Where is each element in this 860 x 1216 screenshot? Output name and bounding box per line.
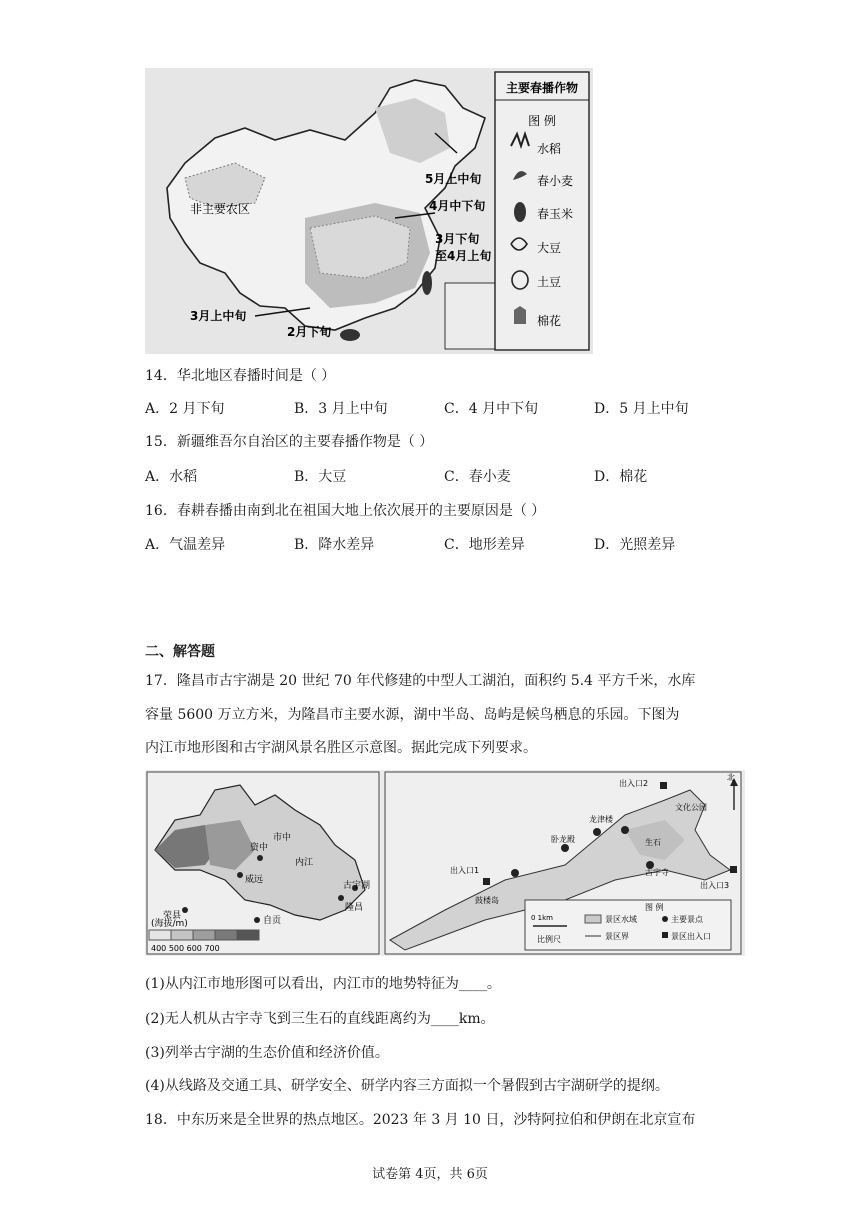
sansheng-stone: 生石	[645, 838, 661, 847]
legend-item-2: 春小麦	[537, 174, 574, 188]
spring-sowing-map	[145, 68, 593, 354]
scale-label: 比例尺	[537, 935, 561, 944]
legend-item-3: 春玉米	[537, 207, 574, 221]
legend-spot: 主要景点	[671, 915, 703, 924]
guyu-temple: 古宇寺	[645, 868, 669, 877]
q17-sub-4: (4)从线路及交通工具、研学安全、研学内容三方面拟一个暑假到古宇湖研学的提纲。	[145, 1078, 669, 1094]
entrance-3: 出入口3	[700, 881, 730, 890]
region-label-non-agri: 非主要农区	[190, 202, 251, 216]
spring-sowing-map-svg	[145, 68, 593, 354]
hainan	[340, 329, 360, 341]
q15-option-c[interactable]: C．春小麦	[444, 469, 511, 485]
q15-option-a[interactable]: A．水稻	[145, 469, 198, 485]
time-label-may: 5月上中旬	[425, 172, 482, 186]
q16-stem: 16．春耕春播由南到北在祖国大地上依次展开的主要原因是（ ）	[145, 503, 546, 519]
place-weiyuan: 威远	[245, 875, 264, 885]
q17-sub-3: (3)列举古宇湖的生态价值和经济价值。	[145, 1045, 389, 1061]
legend-boundary: 景区界	[605, 932, 629, 941]
time-label-apr-early: 至4月上旬	[435, 249, 492, 263]
wolong-hall: 卧龙殿	[551, 835, 575, 844]
q15-option-b[interactable]: B．大豆	[294, 469, 347, 485]
legend-item-4: 大豆	[537, 241, 562, 255]
legend-item-6: 棉花	[537, 314, 562, 328]
place-guyuhu: 古宇湖	[343, 881, 371, 891]
q17-sub-2: (2)无人机从古宇寺飞到三生石的直线距离约为____km。	[145, 1011, 495, 1027]
page-footer: 试卷第 4页，共 6页	[372, 1167, 488, 1182]
legend-entrance: 景区出入口	[671, 932, 711, 941]
place-zigong: 自贡	[263, 916, 282, 926]
entrance-2: 出入口2	[619, 779, 649, 788]
q17-line-3: 内江市地形图和古宇湖风景名胜区示意图。据此完成下列要求。	[145, 740, 537, 756]
q17-line-1: 17．隆昌市古宇湖是 20 世纪 70 年代修建的中型人工湖泊，面积约 5.4 平方千米，水库	[145, 673, 696, 689]
legend-symbol-corn-icon	[514, 202, 526, 222]
entrance-1: 出入口1	[450, 866, 480, 875]
legend-water: 景区水域	[605, 915, 637, 924]
time-label-apr: 4月中下旬	[429, 199, 486, 213]
elevation-title: (海拔/m)	[151, 919, 188, 929]
place-rongxian: 荣县	[163, 911, 182, 921]
q15-option-d[interactable]: D．棉花	[594, 469, 648, 485]
q14-stem: 14．华北地区春播时间是（ ）	[145, 368, 336, 384]
time-label-mar-early: 3月上中旬	[190, 309, 247, 323]
scale-text: 0 1km	[531, 914, 554, 922]
q16-option-c[interactable]: C．地形差异	[444, 537, 525, 553]
map2-legend-title: 图 例	[645, 903, 664, 912]
longjin-tower: 龙津楼	[589, 815, 613, 824]
q14-option-a[interactable]: A．2 月下旬	[145, 401, 225, 417]
q17-line-2: 容量 5600 万立方米，为隆昌市主要水源，湖中半岛、岛屿是候鸟栖息的乐园。下图为	[145, 707, 680, 723]
taiwan	[422, 271, 432, 295]
map1-legend-title: 主要春播作物	[505, 81, 579, 95]
south-sea-inset	[445, 283, 495, 349]
legend-item-5: 土豆	[537, 275, 562, 289]
place-neijiang: 内江	[295, 858, 314, 868]
elevation-values: 400 500 600 700	[151, 944, 220, 953]
time-label-feb: 2月下旬	[287, 325, 332, 339]
time-label-mar-late: 3月下旬	[435, 232, 480, 246]
q16-option-b[interactable]: B．降水差异	[294, 537, 375, 553]
neijiang-map-figure	[145, 770, 745, 956]
q15-stem: 15．新疆维吾尔自治区的主要春播作物是（ ）	[145, 434, 434, 450]
gulou-island: 鼓楼岛	[475, 896, 499, 905]
section-title: 二、解答题	[145, 644, 215, 660]
neijiang-map-svg	[145, 770, 745, 956]
place-zizhong: 资中	[250, 843, 269, 853]
q14-option-b[interactable]: B．3 月上中旬	[294, 401, 388, 417]
north-label: 北	[727, 773, 735, 782]
q16-option-a[interactable]: A．气温差异	[145, 537, 226, 553]
q16-option-d[interactable]: D．光照差异	[594, 537, 676, 553]
map1-legend-subtitle: 图 例	[528, 114, 556, 128]
q14-option-c[interactable]: C．4 月中下旬	[444, 401, 539, 417]
q18-line-1: 18．中东历来是全世界的热点地区。2023 年 3 月 10 日，沙特阿拉伯和伊朗在北京宣布	[145, 1112, 696, 1128]
legend-item-1: 水稻	[537, 142, 562, 156]
q14-option-d[interactable]: D．5 月上中旬	[594, 401, 689, 417]
place-shizhong: 市中	[273, 833, 292, 843]
culture-park: 文化公园	[675, 803, 707, 812]
place-longchang: 隆昌	[345, 903, 364, 913]
q17-sub-1: (1)从内江市地形图可以看出，内江市的地势特征为____。	[145, 976, 501, 992]
